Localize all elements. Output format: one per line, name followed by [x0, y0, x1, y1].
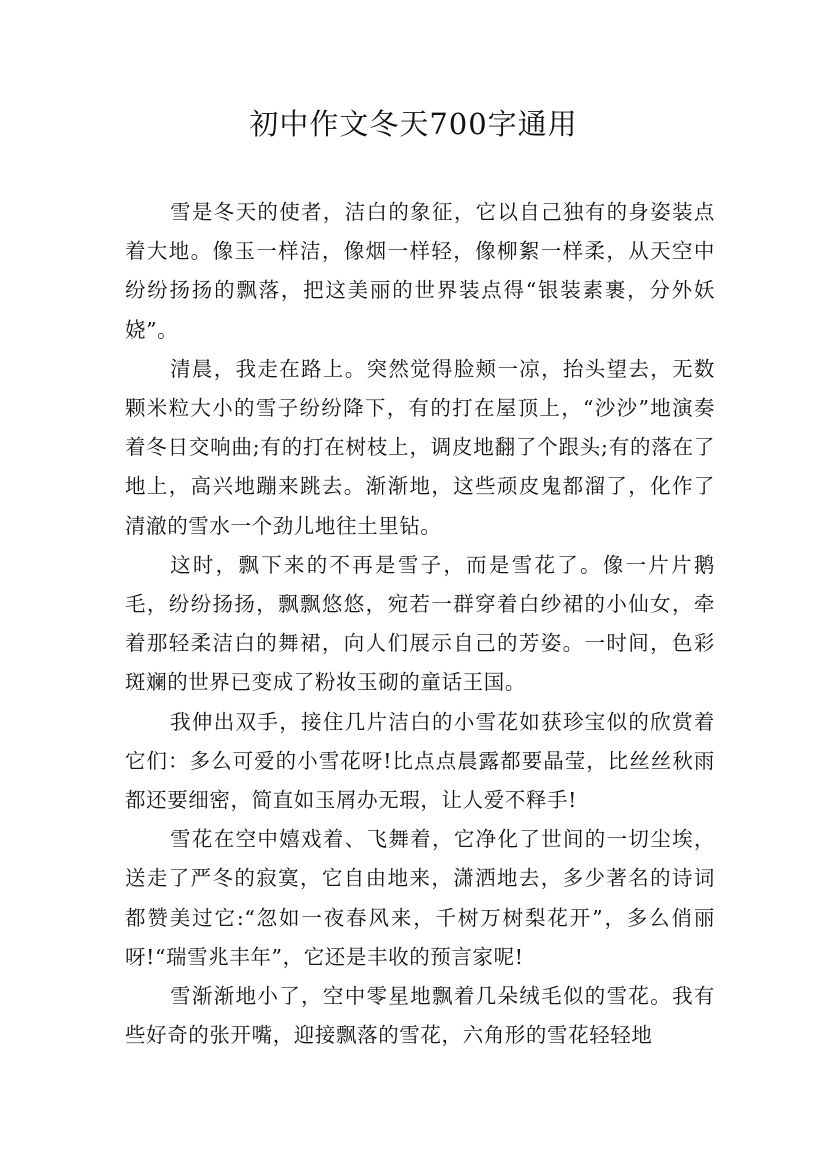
document-title: 初中作文冬天700字通用 [249, 107, 578, 141]
paragraph-6: 雪渐渐地小了，空中零星地飘着几朵绒毛似的雪花。我有些好奇的张开嘴，迎接飘落的雪花，六角形的雪花轻轻地 [125, 984, 715, 1048]
paragraph-1: 雪是冬天的使者，洁白的象征，它以自己独有的身姿装点着大地。像玉一样洁，像烟一样轻，像柳絮一样柔，从天空中纷纷扬扬的飘落，把这美丽的世界装点得“银装素裹，分外妖娆”。 [125, 200, 715, 342]
paragraph-4: 我伸出双手，接住几片洁白的小雪花如获珍宝似的欣赏着它们：多么可爱的小雪花呀!比点点晨露都要晶莹，比丝丝秋雨都还要细密，简直如玉屑办无瑕，让人爱不释手! [125, 709, 715, 813]
paragraph-5: 雪花在空中嬉戏着、飞舞着，它净化了世间的一切尘埃，送走了严冬的寂寞，它自由地来，潇洒地去，多少著名的诗词都赞美过它:“忽如一夜春风来，千树万树梨花开”，多么俏丽呀!“瑞雪兆丰年”，它还是丰收的预言家呢! [125, 827, 715, 969]
paragraph-2: 清晨，我走在路上。突然觉得脸颊一凉，抬头望去，无数颗米粒大小的雪子纷纷降下，有的打在屋顶上，“沙沙”地演奏着冬日交响曲;有的打在树枝上，调皮地翻了个跟头;有的落在了地上，高兴地蹦来跳去。渐渐地，这些顽皮鬼都溜了，化作了清澈的雪水一个劲儿地往土里钻。 [125, 356, 715, 538]
paragraph-3: 这时，飘下来的不再是雪子，而是雪花了。像一片片鹅毛，纷纷扬扬，飘飘悠悠，宛若一群穿着白纱裙的小仙女，牵着那轻柔洁白的舞裙，向人们展示自己的芳姿。一时间，色彩斑斓的世界已变成了粉妆玉砌的童话王国。 [125, 552, 715, 695]
document-body [125, 193, 715, 1055]
